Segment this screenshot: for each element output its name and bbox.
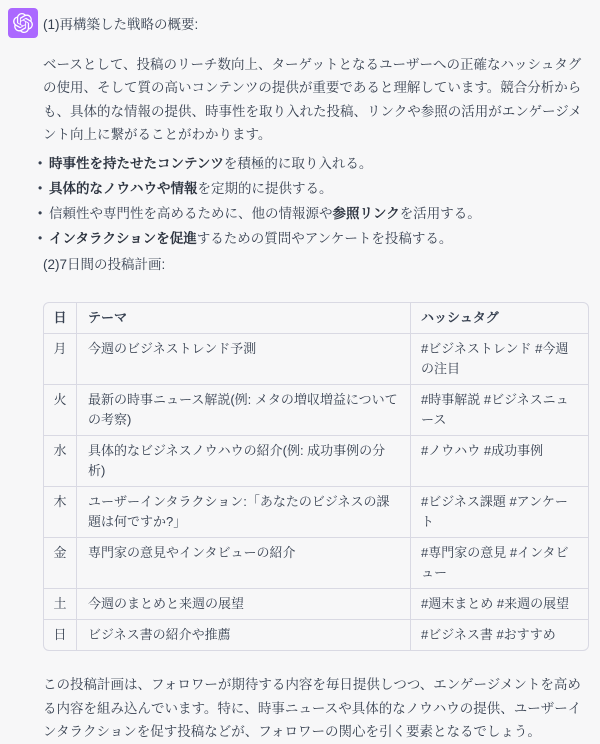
table-row <box>44 487 588 538</box>
hashtags-cell: #週末まとめ #来週の展望 <box>410 589 588 620</box>
column-header-hashtags: ハッシュタグ <box>410 303 588 334</box>
hashtags-cell: #時事解説 #ビジネスニュース <box>410 385 588 436</box>
table-row <box>44 436 588 487</box>
bullet-text: を積極的に取り入れる。 <box>223 155 373 171</box>
table-row <box>44 589 588 620</box>
table-row <box>44 334 588 385</box>
hashtags-cell: #ビジネストレンド #今週の注目 <box>410 334 588 385</box>
day-cell: 金 <box>44 538 76 589</box>
theme-cell: 今週のまとめと来週の展望 <box>76 589 410 620</box>
table-header-row <box>44 303 588 334</box>
theme-cell: ビジネス書の紹介や推薦 <box>76 620 410 650</box>
openai-logo-icon <box>13 13 33 33</box>
day-cell: 日 <box>53 627 67 642</box>
theme-cell: 専門家の意見やインタビューの紹介 <box>76 538 410 589</box>
hashtags-cell: #ビジネス書 #おすすめ <box>410 620 588 650</box>
theme-cell: ユーザーインタラクション:「あなたのビジネスの課題は何ですか?」 <box>76 487 410 538</box>
bullet-text-bold: インタラクションを促進 <box>49 230 197 246</box>
bullet-icon: • <box>38 180 43 195</box>
closing-paragraph: この投稿計画は、フォロワーが期待する内容を毎日提供しつつ、エンゲージメントを高める内容を組み込んでいます。特に、時事ニュースや具体的なノウハウの提供、ユーザーインタラクションを促す投稿などが、フォロワーの関心を引く要素となるでしょう。 <box>43 677 582 739</box>
theme-cell: 最新の時事ニュース解説(例: メタの増収増益についての考察) <box>76 385 410 436</box>
column-header-theme: テーマ <box>76 303 410 334</box>
table-row <box>44 620 588 650</box>
bullet-text: を活用する。 <box>399 205 481 221</box>
bullet-text: を定期的に提供する。 <box>197 180 333 196</box>
day-cell: 月 <box>44 334 76 385</box>
bullet-text-bold: 時事性を持たせたコンテンツ <box>49 155 224 171</box>
day-cell: 土 <box>44 589 76 620</box>
bullet-icon: • <box>38 230 43 245</box>
hashtags-cell: #ビジネス課題 #アンケート <box>410 487 588 538</box>
day-cell: 水 <box>44 436 76 487</box>
bullet-text: 信頼性や専門性を高めるために、他の情報源や <box>49 205 333 221</box>
hashtags-cell: #専門家の意見 #インタビュー <box>410 538 588 589</box>
bullet-text: するための質問やアンケートを投稿する。 <box>196 230 453 246</box>
bullet-icon: • <box>38 155 43 170</box>
bullet-text-bold: 参照リンク <box>332 205 400 221</box>
strategy-overview-paragraph: ベースとして、投稿のリーチ数向上、ターゲットとなるユーザーへの正確なハッシュタグの使用、そして質の高いコンテンツの提供が重要であると理解しています。競合分析からも、具体的な情報の提供、時事性を取り入れた投稿、リンクや参照の活用がエンゲージメント向上に繋がることがわかります。 <box>43 56 582 142</box>
assistant-avatar <box>8 8 38 38</box>
day-cell: 火 <box>44 385 76 436</box>
strategy-bullet-list <box>38 151 589 251</box>
strategy-overview-heading: (1)再構築した戦略の概要: <box>43 17 199 32</box>
posting-plan-table <box>43 302 589 651</box>
list-item <box>38 201 589 226</box>
posting-plan-heading: (2)7日間の投稿計画: <box>43 256 166 272</box>
list-item <box>38 226 589 251</box>
list-item <box>38 151 589 176</box>
hashtags-cell: #ノウハウ #成功事例 <box>410 436 588 487</box>
table-row <box>44 538 588 589</box>
day-cell: 木 <box>44 487 76 538</box>
theme-cell: 具体的なビジネスノウハウの紹介(例: 成功事例の分析) <box>76 436 410 487</box>
table-row <box>44 385 588 436</box>
bullet-text-bold: 具体的なノウハウや情報 <box>49 180 198 196</box>
theme-cell: 今週のビジネストレンド予測 <box>76 334 410 385</box>
list-item <box>38 176 589 201</box>
bullet-icon: • <box>38 205 43 220</box>
column-header-day: 日 <box>44 303 76 334</box>
